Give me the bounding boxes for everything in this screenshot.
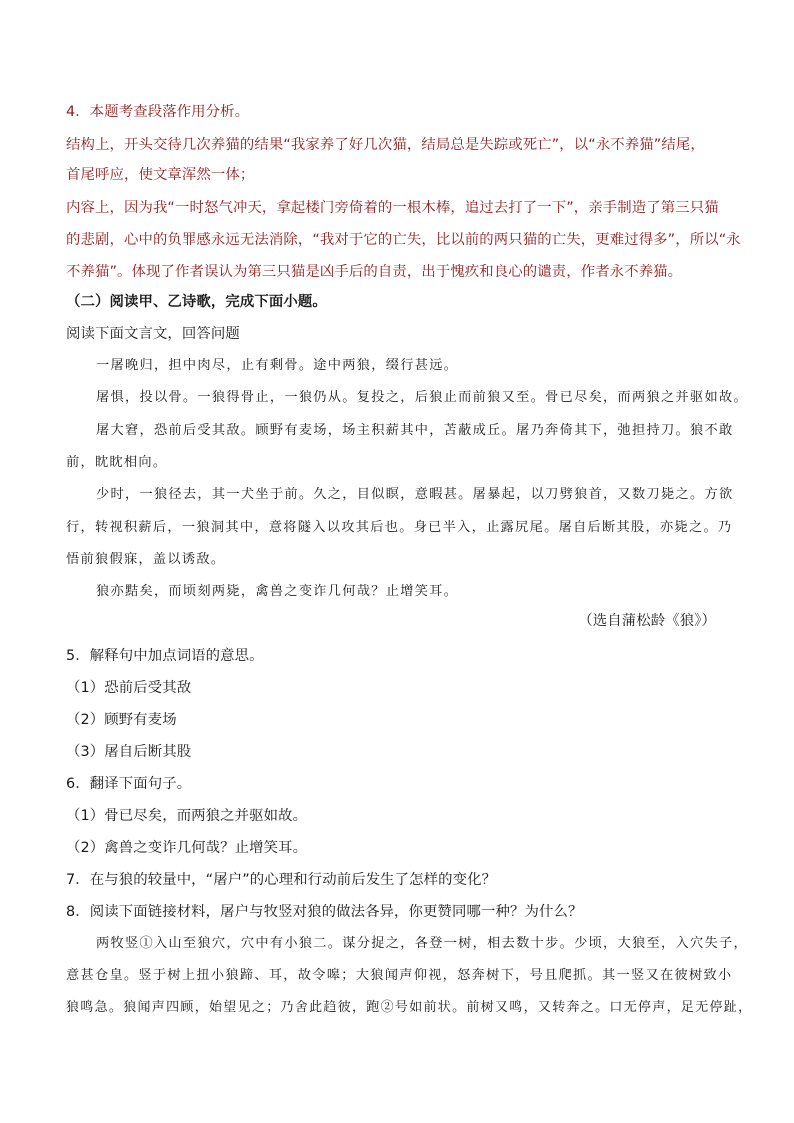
- passage-source: （选自蒲松龄《狼》）: [578, 613, 716, 629]
- passage-line: 一屠晚归，担中肉尽，止有剩骨。途中两狼，缀行甚远。: [96, 358, 459, 373]
- question-5-item: （3）屠自后断其股: [66, 744, 192, 760]
- passage-line: 屠大窘，恐前后受其敌。顾野有麦场，场主积薪其中，苫蔽成丘。屠乃奔倚其下，弛担持刀。狼不敢: [96, 423, 734, 438]
- answer-4-line: 首尾呼应，使文章浑然一体；: [66, 167, 255, 183]
- passage-line: 行，转视积薪后，一狼洞其中，意将隧入以攻其后也。身已半入，止露尻尾。屠自后断其股，亦毙之。乃: [66, 520, 733, 535]
- section-heading: （二）阅读甲、乙诗歌，完成下面小题。: [66, 294, 327, 310]
- passage-line: 屠惧，投以骨。一狼得骨止，一狼仍从。复投之，后狼止而前狼又至。骨已尽矣，而两狼之并驱如故。: [96, 390, 748, 405]
- link-passage-line: 意甚仓皇。竖于树上扭小狼蹄、耳，故令嗥；大狼闻声仰视，怒奔树下，号且爬抓。其一竖又在彼树致小: [66, 968, 733, 983]
- passage-line: 悟前狼假寐，盖以诱敌。: [66, 552, 226, 567]
- answer-4-line: 结构上，开头交待几次养猫的结果“我家养了好几次猫，结局总是失踪或死亡”，以“永不养猫”结尾，: [66, 137, 705, 153]
- question-7: 7．在与狼的较量中，“屠户”的心理和行动前后发生了怎样的变化？: [66, 872, 497, 888]
- section-instruction: 阅读下面文言文，回答问题: [66, 326, 240, 342]
- link-passage-line: 狼鸣急。狼闻声四顾，始望见之；乃舍此趋彼，跑②号如前状。前树又鸣，又转奔之。口无停声，足无停趾，: [66, 1000, 753, 1015]
- question-5: 5．解释句中加点词语的意思。: [66, 648, 264, 664]
- answer-4-line: 内容上，因为我“一时怒气冲天，拿起楼门旁倚着的一根木棒，追过去打了一下”，亲手制造了第三只猫: [66, 200, 719, 216]
- answer-4-title: 4．本题考查段落作用分析。: [66, 104, 250, 120]
- question-6-item: （2）禽兽之变诈几何哉？止增笑耳。: [66, 840, 308, 856]
- link-passage-line: 两牧竖①入山至狼穴，穴中有小狼二。谋分捉之，各登一树，相去数十步。少顷，大狼至，入穴失子，: [96, 936, 748, 951]
- answer-4-line: 的悲剧，心中的负罪感永远无法消除，“我对于它的亡失，比以前的两只猫的亡失，更难过得多”，所以“永: [66, 232, 741, 248]
- passage-line: 狼亦黠矣，而顷刻两毙，禽兽之变诈几何哉？止增笑耳。: [96, 584, 459, 599]
- question-6-item: （1）骨已尽矣，而两狼之并驱如故。: [66, 808, 308, 824]
- question-6: 6．翻译下面句子。: [66, 776, 192, 792]
- question-5-item: （1）恐前后受其敌: [66, 680, 192, 696]
- answer-4-line: 不养猫”。体现了作者误认为第三只猫是凶手后的自责，出于愧疚和良心的谴责，作者永不养猫。: [66, 264, 683, 280]
- passage-line: 少时，一狼径去，其一犬坐于前。久之，目似瞑，意暇甚。屠暴起，以刀劈狼首，又数刀毙之。方欲: [96, 487, 734, 502]
- passage-line: 前，眈眈相向。: [66, 455, 168, 470]
- question-8: 8．阅读下面链接材料，屠户与牧竖对狼的做法各异，你更赞同哪一种？为什么？: [66, 904, 583, 920]
- question-5-item: （2）顾野有麦场: [66, 712, 177, 728]
